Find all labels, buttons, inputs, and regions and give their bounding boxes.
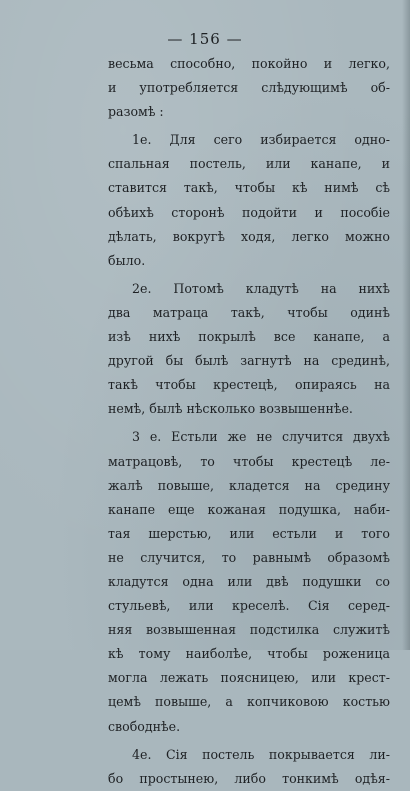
text-line: такѣ чтобы крестецѣ, опираясь на: [108, 377, 390, 393]
text-line: могла лежать поясницею, или крест-: [108, 670, 390, 686]
text-line: не случится, то равнымѣ образомѣ: [108, 549, 390, 565]
text-line: бо простынею, либо тонкимѣ одѣя-: [108, 770, 390, 786]
text-line: стульевѣ, или креселѣ. Сія серед-: [108, 598, 390, 614]
text-line: другой бы былѣ загнутѣ на срединѣ,: [108, 353, 390, 369]
text-line: весьма способно, покойно и легко,: [108, 56, 390, 71]
text-line: ставится такѣ, чтобы кѣ нимѣ сѣ: [108, 180, 390, 196]
body-text: [108, 52, 390, 791]
text-line: жалѣ повыше, кладется на средину: [108, 477, 390, 493]
text-line: канапе еще кожаная подушка, наби-: [108, 501, 390, 517]
text-line: разомѣ :: [108, 104, 164, 120]
text-line: немѣ, былѣ нѣсколько возвышеннѣе.: [108, 401, 353, 417]
text-line: 2е. Потомѣ кладутѣ на нихѣ: [132, 280, 390, 296]
text-line: матрацовѣ, то чтобы крестецѣ ле-: [108, 453, 390, 469]
text-line: и употребляется слѣдующимѣ об-: [108, 80, 390, 96]
page-number: — 156 —: [167, 30, 243, 48]
page-edge-shadow: [402, 0, 410, 650]
text-line: 1е. Для сего избирается одно-: [132, 132, 390, 148]
text-line: 4е. Сія постель покрывается ли-: [132, 746, 390, 762]
text-line: цемѣ повыше, а копчиковою костью: [108, 694, 390, 710]
text-line: спальная постель, или канапе, и: [108, 156, 390, 172]
text-line: было.: [108, 252, 146, 268]
text-line: обѣихѣ сторонѣ подойти и пособіе: [108, 204, 390, 220]
text-line: свободнѣе.: [108, 718, 181, 734]
text-line: изѣ нихѣ покрылѣ все канапе, а: [108, 329, 390, 345]
text-line: 3 е. Естьли же не случится двухѣ: [132, 429, 390, 445]
text-line: тая шерстью, или естьли и того: [108, 525, 390, 541]
text-line: два матраца такѣ, чтобы одинѣ: [108, 304, 390, 320]
text-line: дѣлать, вокругѣ ходя, легко можно: [108, 228, 390, 244]
text-line: кѣ тому наиболѣе, чтобы роженица: [108, 646, 390, 662]
text-line: няя возвышенная подстилка служитѣ: [108, 622, 390, 638]
text-line: кладутся одна или двѣ подушки со: [108, 573, 390, 589]
